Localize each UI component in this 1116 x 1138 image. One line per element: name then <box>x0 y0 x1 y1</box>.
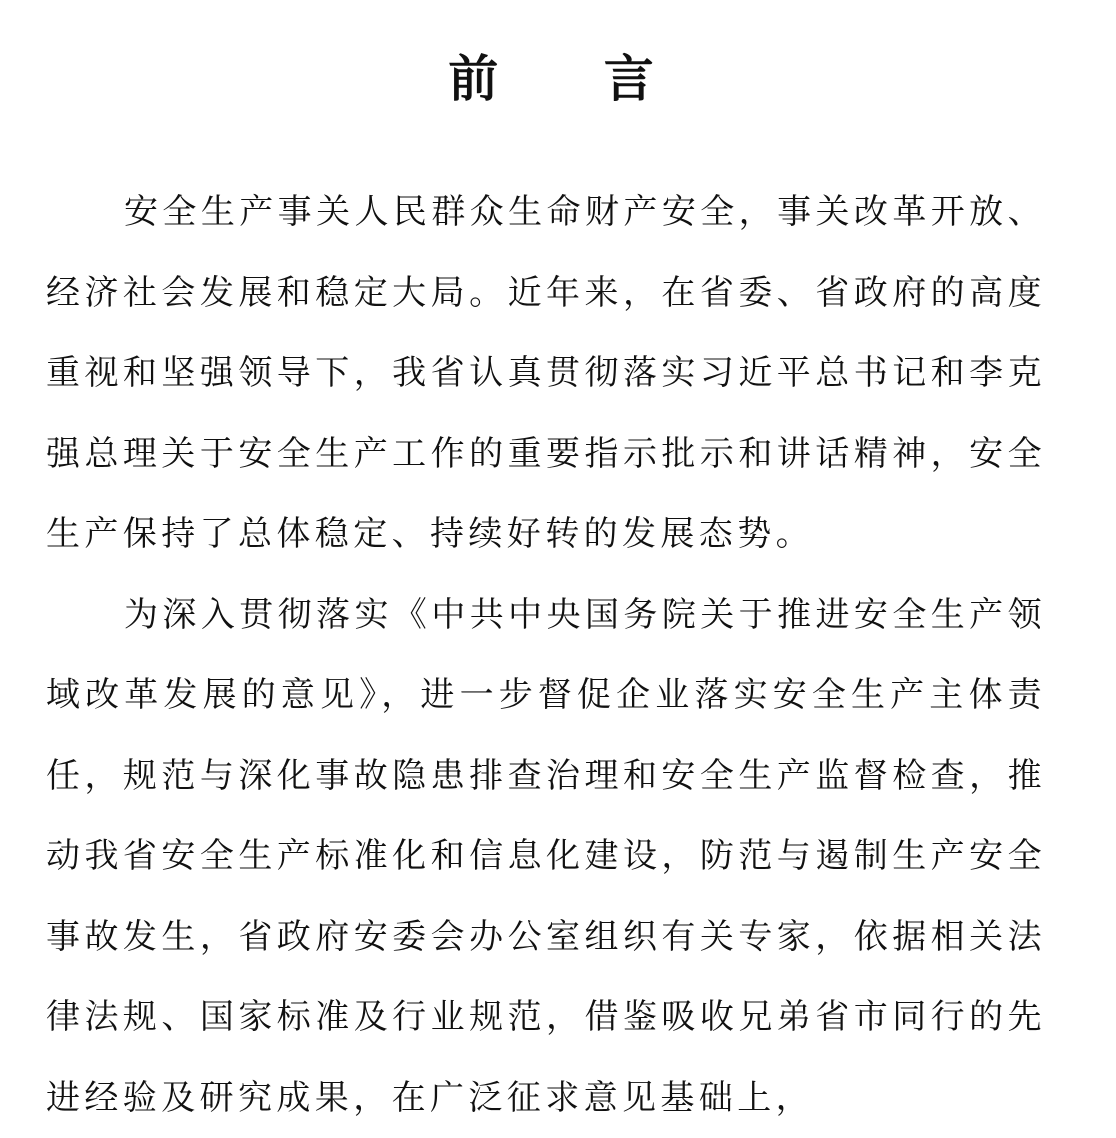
document-body <box>46 172 1046 1138</box>
paragraph-2: 为深入贯彻落实《中共中央国务院关于推进安全生产领域改革发展的意见》，进一步督促企业落实安全生产主体责任，规范与深化事故隐患排查治理和安全生产监督检查，推动我省安全生产标准化和信息化建设，防范与遏制生产安全事故发生，省政府安委会办公室组织有关专家，依据相关法律法规、国家标准及行业规范，借鉴吸收兄弟省市同行的先进经验及研究成果，在广泛征求意见基础上， <box>46 575 1046 1138</box>
paragraph-1: 安全生产事关人民群众生命财产安全，事关改革开放、经济社会发展和稳定大局。近年来，在省委、省政府的高度重视和坚强领导下，我省认真贯彻落实习近平总书记和李克强总理关于安全生产工作的重要指示批示和讲话精神，安全生产保持了总体稳定、持续好转的发展态势。 <box>46 172 1046 575</box>
page-title: 前 言 <box>0 44 1116 114</box>
